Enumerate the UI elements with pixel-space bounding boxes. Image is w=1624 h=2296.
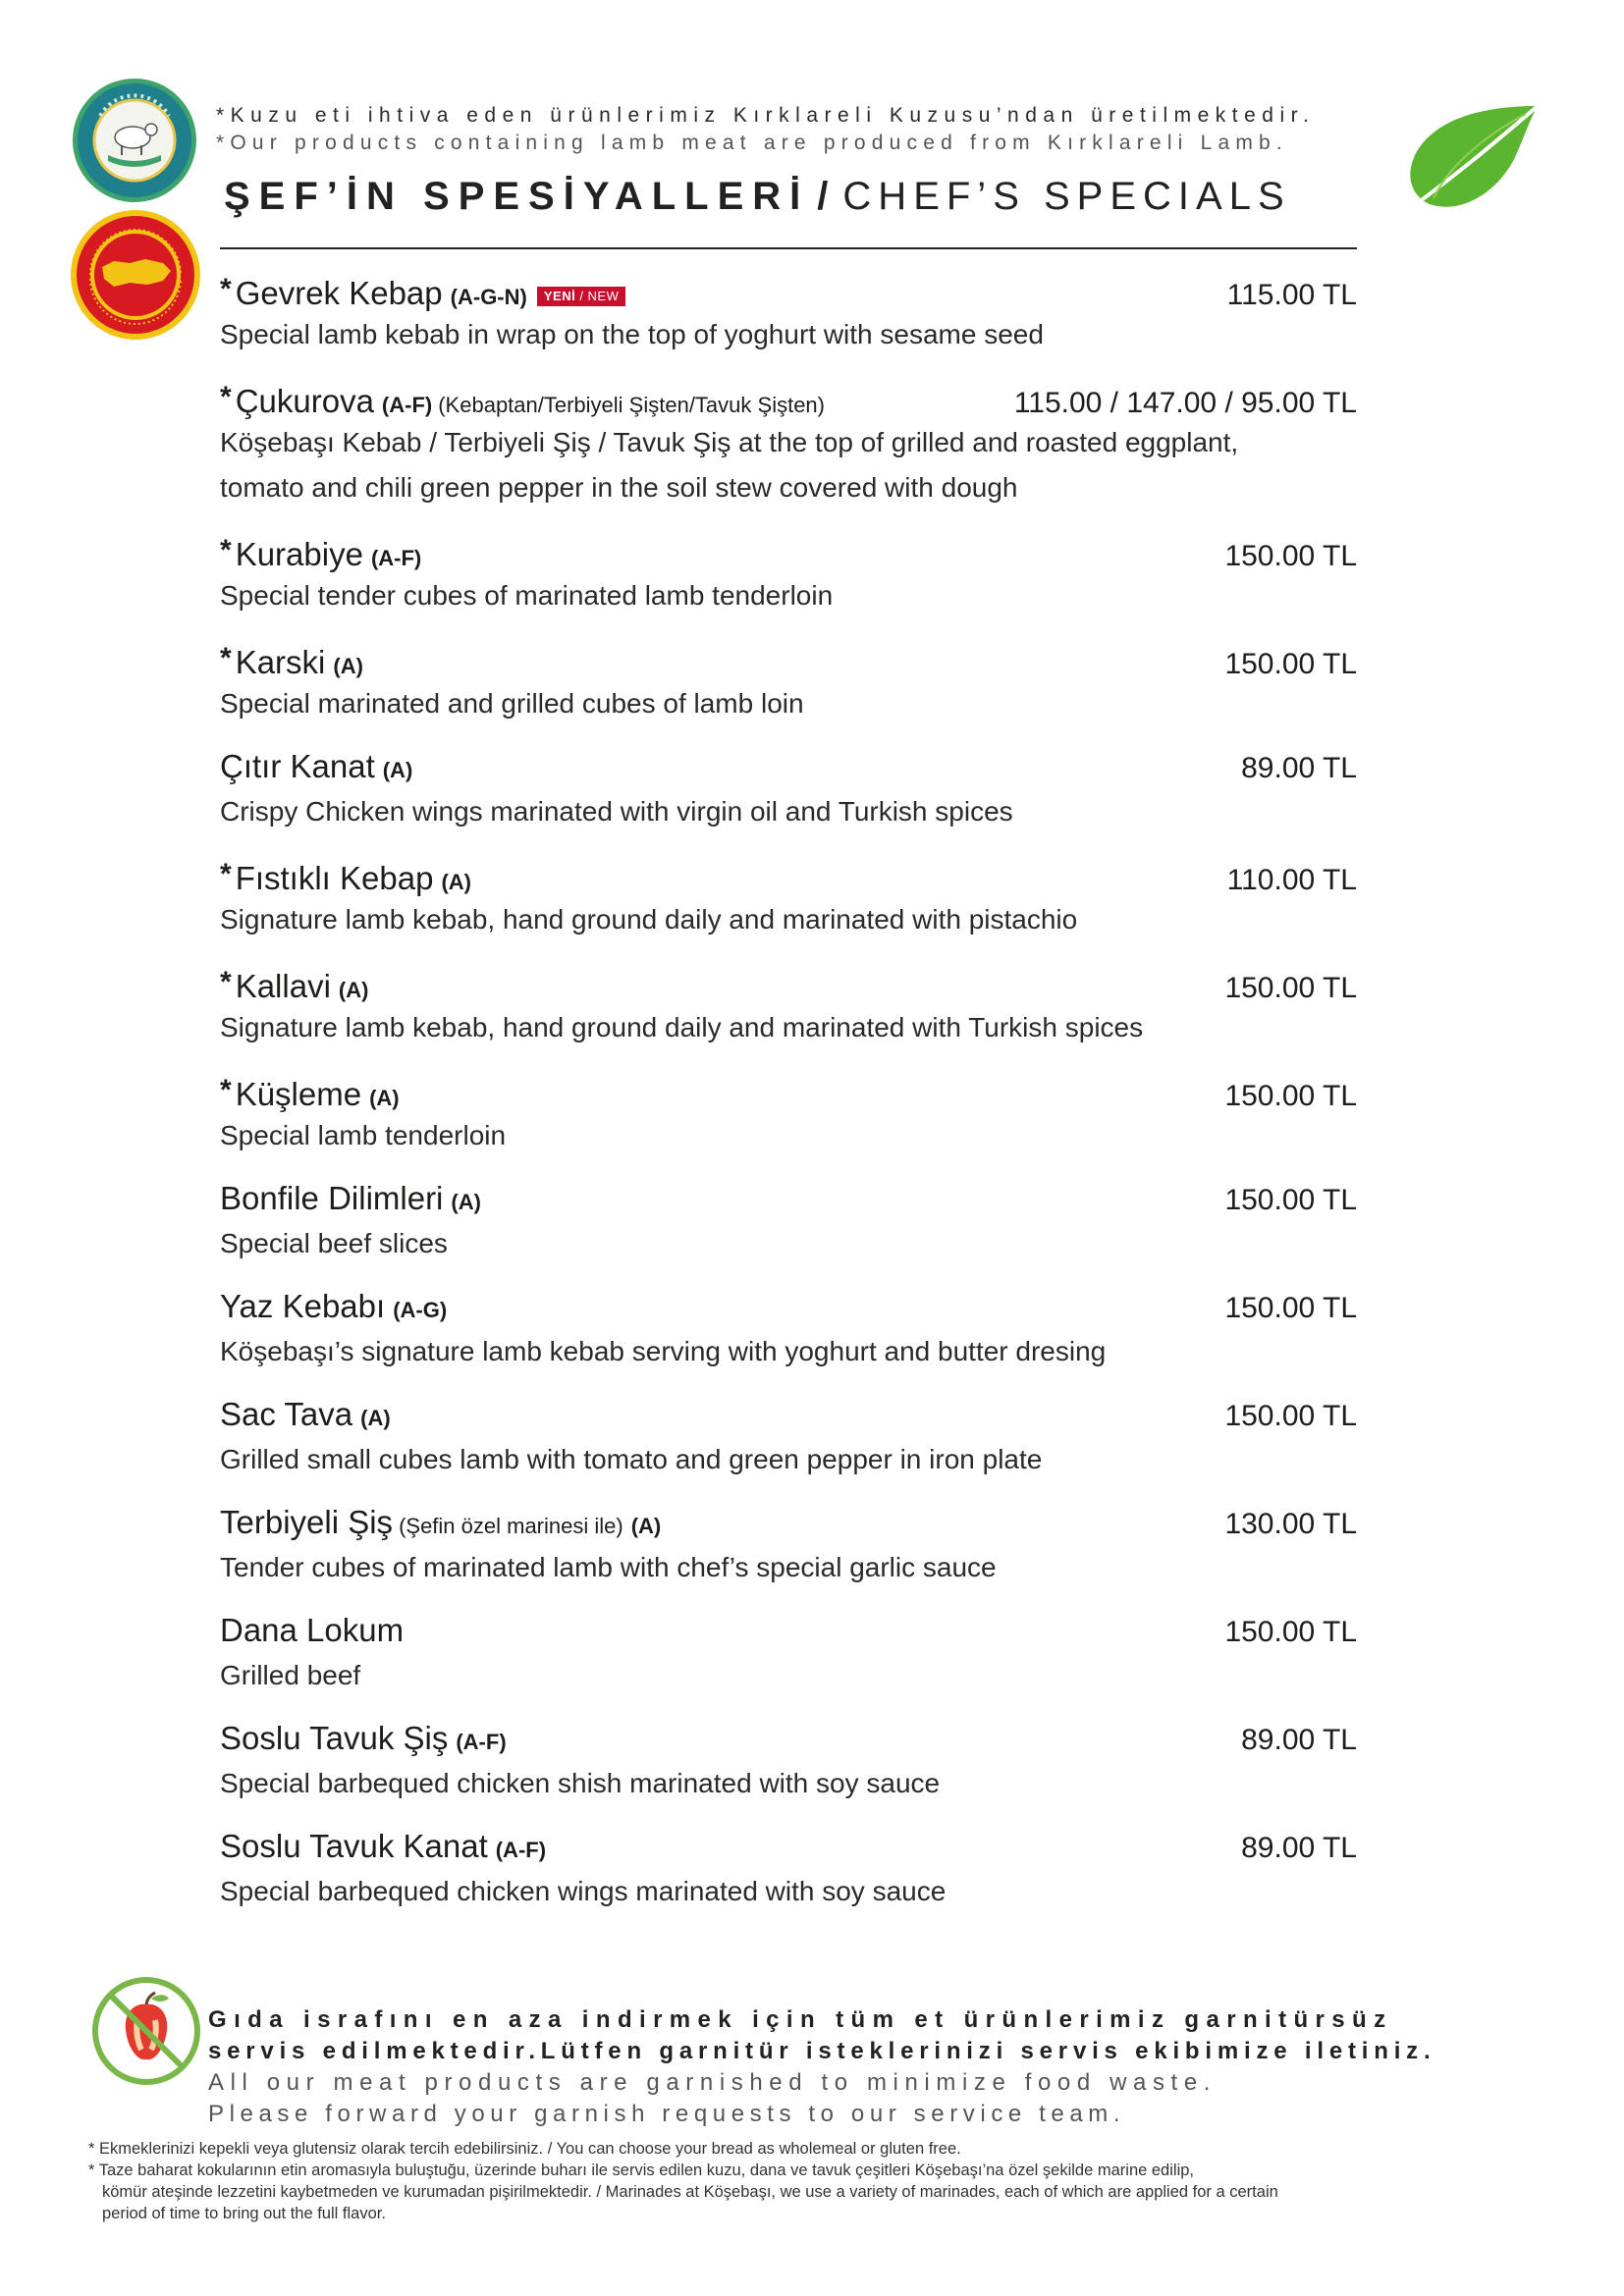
allergen-code: (A) xyxy=(333,654,363,678)
menu-item-title xyxy=(220,1716,507,1765)
menu-item-price: 110.00 TL xyxy=(1226,864,1357,896)
menu-item-header xyxy=(220,1608,1357,1653)
menu-item xyxy=(220,744,1357,834)
menu-item-name: Soslu Tavuk Şiş xyxy=(220,1720,449,1756)
menu-item-price: 150.00 TL xyxy=(1224,1184,1357,1216)
menu-item xyxy=(220,375,1357,510)
new-badge-tr: YENİ xyxy=(543,289,576,303)
green-leaf-icon xyxy=(1379,102,1545,230)
waste-notice-tr-line2: servis edilmektedir.Lütfen garnitür isteklerinizi servis ekibimize iletiniz. xyxy=(208,2038,1436,2064)
menu-item-star: * xyxy=(220,273,232,305)
new-badge xyxy=(537,287,626,306)
menu-item-name: Bonfile Dilimleri xyxy=(220,1180,444,1216)
menu-item-title xyxy=(220,1824,546,1873)
menu-item-price: 150.00 TL xyxy=(1224,1292,1357,1324)
menu-item-description: Special barbequed chicken wings marinated with soy sauce xyxy=(220,1876,947,1906)
menu-item-name: Soslu Tavuk Kanat xyxy=(220,1828,488,1864)
menu-item-star: * xyxy=(220,1074,232,1106)
menu-item-star: * xyxy=(220,381,232,413)
title-divider xyxy=(220,247,1357,249)
menu-item-header xyxy=(220,1824,1357,1869)
menu-item-name: Küşleme xyxy=(235,1076,362,1112)
geographical-indication-seal-icon xyxy=(69,208,202,342)
menu-item-header xyxy=(220,1176,1357,1221)
menu-item-price: 150.00 TL xyxy=(1224,540,1357,572)
no-food-waste-icon xyxy=(90,1975,202,2087)
menu-item-title xyxy=(220,1608,404,1653)
menu-item-header xyxy=(220,852,1357,897)
menu-item-price: 89.00 TL xyxy=(1241,1832,1357,1864)
menu-item-name: Yaz Kebabı xyxy=(220,1288,386,1324)
menu-item-title xyxy=(220,1284,447,1333)
menu-item xyxy=(220,1068,1357,1158)
page-title xyxy=(224,175,1291,219)
menu-item xyxy=(220,1500,1357,1590)
menu-item-note: (Şefin özel marinesi ile) xyxy=(399,1514,623,1538)
menu-item-header xyxy=(220,1500,1357,1545)
menu-item-header xyxy=(220,1392,1357,1437)
menu-item-header xyxy=(220,267,1357,312)
menu-item xyxy=(220,1824,1357,1914)
new-badge-sep: / xyxy=(575,289,588,303)
menu-item-price: 89.00 TL xyxy=(1241,752,1357,784)
menu-item-description: Crispy Chicken wings marinated with virgin oil and Turkish spices xyxy=(220,796,1013,827)
menu-item-header xyxy=(220,744,1357,789)
menu-item-price: 150.00 TL xyxy=(1224,1080,1357,1112)
allergen-code: (A-F) xyxy=(370,546,422,570)
lamb-origin-note-tr: *Kuzu eti ihtiva eden ürünlerimiz Kırklareli Kuzusu’ndan üretilmektedir. xyxy=(216,104,1316,127)
menu-item-price: 150.00 TL xyxy=(1224,1616,1357,1648)
menu-item-description: Special beef slices xyxy=(220,1228,448,1258)
lamb-origin-note-en: *Our products containing lamb meat are produced from Kırklareli Lamb. xyxy=(216,132,1288,154)
footnote-marinade-line1: * Taze baharat kokularının etin aromasıyla buluştuğu, üzerinde buharı ile servis edilen kuzu, dana ve tavuk çeşitleri Köşebaşı’na özel şekilde marine edilip, xyxy=(88,2162,1194,2179)
menu-item xyxy=(220,636,1357,726)
menu-item xyxy=(220,267,1357,357)
menu-item-description: Special lamb kebab in wrap on the top of yoghurt with sesame seed xyxy=(220,319,1044,349)
menu-item-price: 130.00 TL xyxy=(1224,1508,1357,1540)
menu-item-name: Çıtır Kanat xyxy=(220,748,375,784)
menu-item-header xyxy=(220,528,1357,573)
waste-notice-tr-line1: Gıda israfını en aza indirmek için tüm et ürünlerimiz garnitürsüz xyxy=(208,2006,1393,2033)
allergen-code: (A-F) xyxy=(456,1730,507,1754)
menu-item-star: * xyxy=(220,642,232,674)
menu-item-name: Kallavi xyxy=(235,968,331,1004)
menu-item xyxy=(220,1176,1357,1266)
menu-item-header xyxy=(220,1284,1357,1329)
menu-item-description: Köşebaşı Kebab / Terbiyeli Şiş / Tavuk Şiş at the top of grilled and roasted eggplant, xyxy=(220,427,1239,457)
menu-item-description: Grilled small cubes lamb with tomato and green pepper in iron plate xyxy=(220,1444,1043,1474)
menu-item-description: Special lamb tenderloin xyxy=(220,1120,507,1150)
menu-item-name: Terbiyeli Şiş xyxy=(220,1504,394,1540)
footnote-marinade-line2: kömür ateşinde lezzetini kaybetmeden ve kurumadan pişirilmektedir. / Marinades at Köşebaşı, we use a variety of marinades, each of which are applied for a certain xyxy=(102,2183,1278,2201)
menu-item-header xyxy=(220,375,1357,420)
menu-item xyxy=(220,852,1357,942)
menu-item xyxy=(220,1608,1357,1698)
menu-item xyxy=(220,1392,1357,1482)
menu-item-star: * xyxy=(220,858,232,890)
menu-item-title xyxy=(220,1176,481,1225)
menu-item-description: Special barbequed chicken shish marinated with soy sauce xyxy=(220,1768,941,1798)
menu-item-description: Signature lamb kebab, hand ground daily and marinated with Turkish spices xyxy=(220,1012,1144,1042)
menu-item-header xyxy=(220,636,1357,681)
menu-item-description: Special tender cubes of marinated lamb tenderloin xyxy=(220,580,834,611)
menu-item xyxy=(220,528,1357,618)
menu-item-price: 150.00 TL xyxy=(1224,972,1357,1004)
allergen-code: (A) xyxy=(451,1190,481,1214)
page-title-tr: ŞEF’İN SPESİYALLERİ xyxy=(224,175,810,218)
menu-item-price: 150.00 TL xyxy=(1224,648,1357,680)
menu-item-price: 89.00 TL xyxy=(1241,1724,1357,1756)
menu-item-title xyxy=(220,1500,661,1549)
menu-item-price: 115.00 TL xyxy=(1226,279,1357,311)
menu-item xyxy=(220,960,1357,1050)
menu-item-name: Karski xyxy=(235,644,326,680)
waste-notice-en-line2: Please forward your garnish requests to our service team. xyxy=(208,2101,1126,2127)
menu-item-description: Special marinated and grilled cubes of lamb loin xyxy=(220,688,804,719)
menu-item-name: Gevrek Kebap xyxy=(235,275,443,311)
allergen-code: (A-F) xyxy=(495,1838,547,1862)
kirklareli-lamb-seal-icon xyxy=(71,77,198,204)
allergen-code: (A) xyxy=(338,978,369,1002)
menu-item-name: Çukurova xyxy=(235,383,374,419)
menu-item-description: Grilled beef xyxy=(220,1660,361,1690)
menu-item-header xyxy=(220,1068,1357,1113)
footnote-marinade-line3: period of time to bring out the full flavor. xyxy=(102,2205,386,2222)
menu-item xyxy=(220,1284,1357,1374)
menu-item-name: Fıstıklı Kebap xyxy=(235,860,434,896)
menu-item-description: Signature lamb kebab, hand ground daily and marinated with pistachio xyxy=(220,904,1078,934)
menu-item-header xyxy=(220,960,1357,1005)
menu-item-description: Köşebaşı’s signature lamb kebab serving with yoghurt and butter dresing xyxy=(220,1336,1107,1366)
menu-item-title xyxy=(220,744,412,793)
allergen-code: (A) xyxy=(369,1086,400,1110)
allergen-code: (A) xyxy=(630,1514,662,1538)
menu-item-price: 115.00 / 147.00 / 95.00 TL xyxy=(1013,387,1357,419)
menu-item-name: Dana Lokum xyxy=(220,1612,405,1648)
allergen-code: (A-F) xyxy=(381,393,433,417)
menu-item-description: Tender cubes of marinated lamb with chef’s special garlic sauce xyxy=(220,1552,997,1582)
new-badge-en: NEW xyxy=(587,289,620,303)
menu-item-title xyxy=(220,1392,391,1441)
allergen-code: (A-G-N) xyxy=(450,285,527,309)
allergen-code: (A) xyxy=(382,758,413,782)
menu-item-note: (Kebaptan/Terbiyeli Şişten/Tavuk Şişten) xyxy=(438,393,825,417)
menu-item-name: Sac Tava xyxy=(220,1396,353,1432)
menu-item-price: 150.00 TL xyxy=(1224,1400,1357,1432)
page-title-en: CHEF’S SPECIALS xyxy=(842,175,1291,218)
allergen-code: (A) xyxy=(360,1406,391,1430)
menu-item xyxy=(220,1716,1357,1806)
waste-notice-en-line1: All our meat products are garnished to minimize food waste. xyxy=(208,2069,1218,2096)
menu-item-star: * xyxy=(220,534,232,566)
menu-item-description: tomato and chili green pepper in the soil stew covered with dough xyxy=(220,472,1018,503)
footnote-bread: * Ekmeklerinizi kepekli veya glutensiz olarak tercih edebilirsiniz. / You can choose your bread as wholemeal or gluten free. xyxy=(88,2140,961,2158)
menu-item-star: * xyxy=(220,966,232,998)
menu-item-header xyxy=(220,1716,1357,1761)
allergen-code: (A) xyxy=(441,870,471,894)
menu-item-name: Kurabiye xyxy=(235,536,363,572)
page-title-separator: / xyxy=(817,175,836,218)
allergen-code: (A-G) xyxy=(393,1298,448,1322)
menu-list xyxy=(220,267,1357,1932)
